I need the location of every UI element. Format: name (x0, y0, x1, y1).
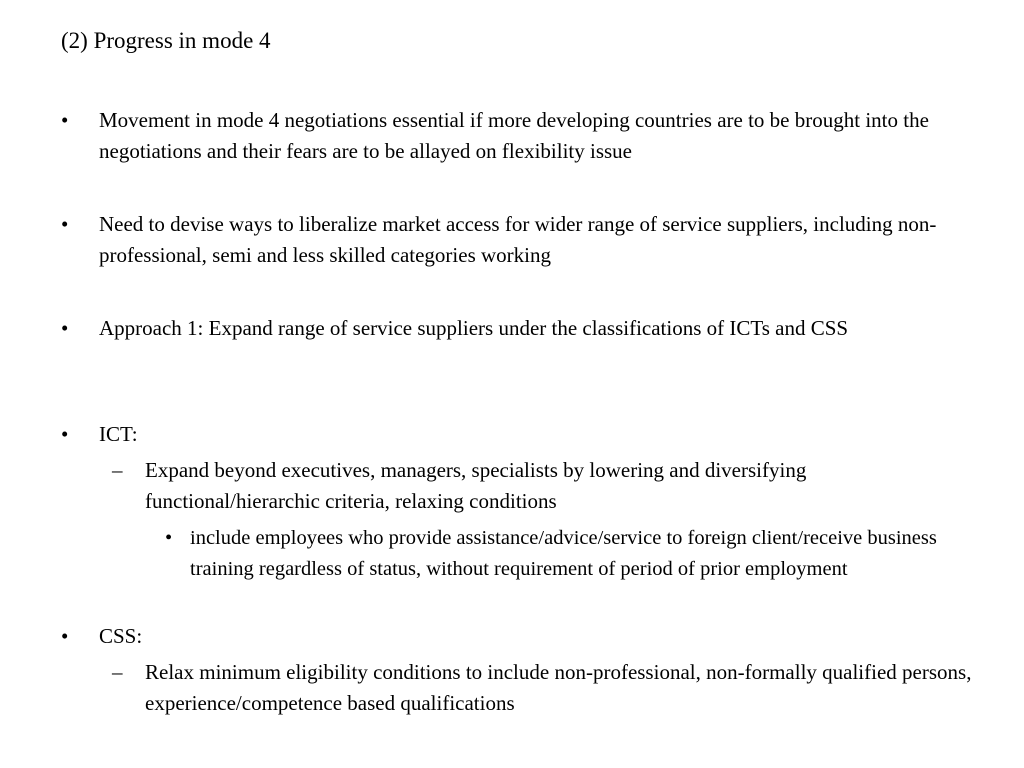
dash-icon: – (112, 458, 123, 482)
sub-sub-item-employees (165, 523, 975, 584)
bullet-icon: • (61, 422, 69, 446)
bullet-text: CSS: (99, 624, 143, 648)
bullet-icon: • (61, 624, 69, 648)
sub-item-relax (112, 657, 972, 719)
bullet-text: Approach 1: Expand range of service suppliers under the classifications of ICTs and CSS (99, 316, 849, 340)
bullet-icon: • (61, 212, 69, 236)
bullet-icon: • (165, 527, 173, 549)
dash-icon: – (112, 660, 123, 684)
bullet-text: Need to devise ways to liberalize market access for wider range of service suppliers, including non-professional, semi and less skilled categories working (99, 212, 937, 267)
sub-item-text: Expand beyond executives, managers, specialists by lowering and diversifying functional/hierarchic criteria, relaxing conditions (145, 458, 807, 513)
sub-item-expand-beyond (112, 455, 972, 517)
sub-item-text: Relax minimum eligibility conditions to include non-professional, non-formally qualified persons, experience/competence based qualifications (145, 660, 972, 715)
bullet-icon: • (61, 108, 69, 132)
bullet-icon: • (61, 316, 69, 340)
bullet-item-approach-1 (61, 313, 971, 344)
bullet-item-movement (61, 105, 971, 167)
bullet-item-ict (61, 419, 971, 450)
bullet-item-liberalize (61, 209, 971, 271)
sub-sub-item-text: include employees who provide assistance/advice/service to foreign client/receive business training regardless of status, without requirement of period of prior employment (190, 527, 937, 580)
slide-title: (2) Progress in mode 4 (61, 28, 271, 53)
bullet-text: Movement in mode 4 negotiations essential if more developing countries are to be brought into the negotiations and their fears are to be allayed on flexibility issue (99, 108, 929, 163)
bullet-item-css (61, 621, 971, 652)
bullet-text: ICT: (99, 422, 138, 446)
